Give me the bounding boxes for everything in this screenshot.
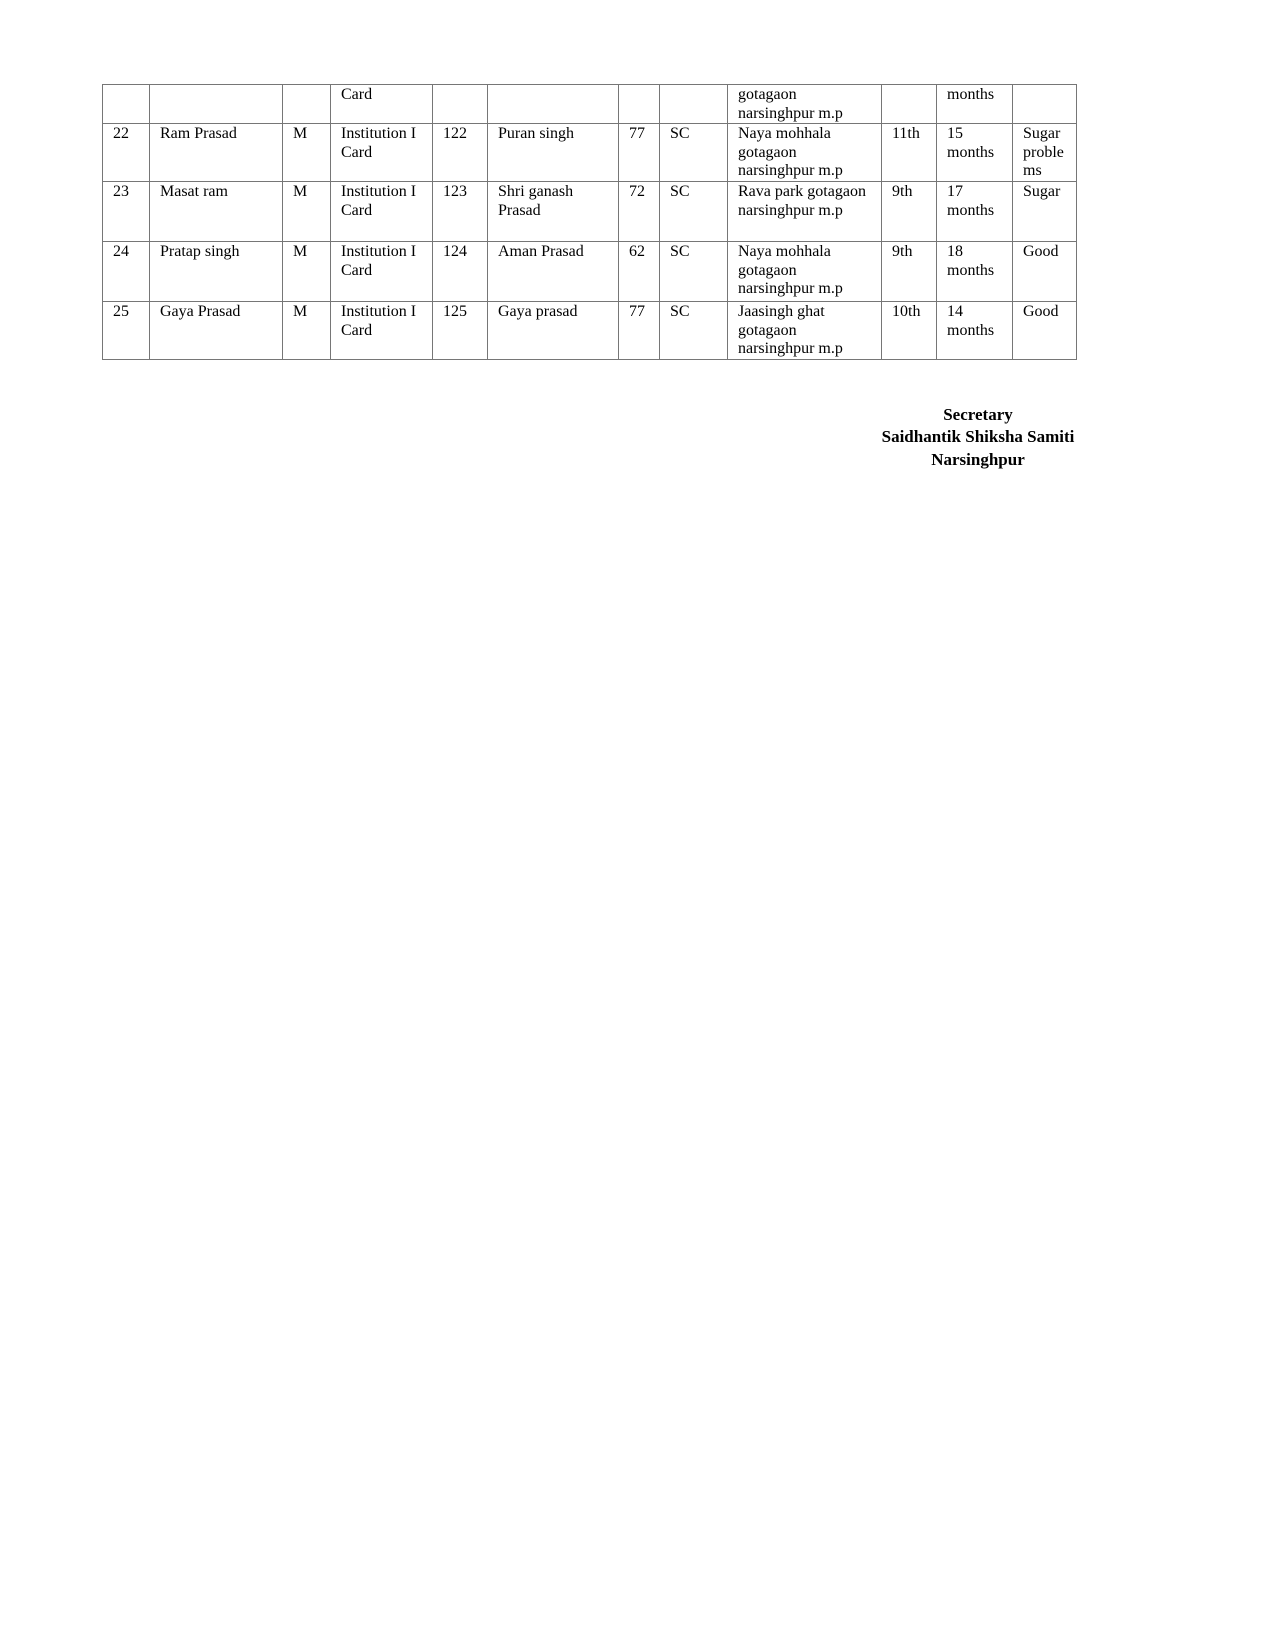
signature-location: Narsinghpur xyxy=(931,449,1025,469)
cell-sex: M xyxy=(283,302,331,360)
cell-class: 11th xyxy=(882,124,937,182)
cell-health: Good xyxy=(1013,242,1077,302)
cell-sno: 23 xyxy=(103,182,150,242)
cell-father-name: Puran singh xyxy=(488,124,619,182)
cell-caste: SC xyxy=(660,302,728,360)
cell-name: Pratap singh xyxy=(150,242,283,302)
cell-age: 62 xyxy=(619,242,660,302)
cell-caste: SC xyxy=(660,242,728,302)
cell-address: gotagaon narsinghpur m.p xyxy=(728,85,882,124)
cell-name xyxy=(150,85,283,124)
cell-duration: 17 months xyxy=(937,182,1013,242)
cell-address: Naya mohhala gotagaon narsinghpur m.p xyxy=(728,242,882,302)
cell-class: 9th xyxy=(882,182,937,242)
cell-id-no: 123 xyxy=(433,182,488,242)
cell-id-type: Institution I Card xyxy=(331,182,433,242)
cell-address: Naya mohhala gotagaon narsinghpur m.p xyxy=(728,124,882,182)
cell-caste xyxy=(660,85,728,124)
cell-sno: 22 xyxy=(103,124,150,182)
cell-id-no: 125 xyxy=(433,302,488,360)
cell-sex: M xyxy=(283,124,331,182)
cell-father-name xyxy=(488,85,619,124)
cell-health xyxy=(1013,85,1077,124)
cell-duration: 18 months xyxy=(937,242,1013,302)
cell-age: 72 xyxy=(619,182,660,242)
cell-age: 77 xyxy=(619,302,660,360)
cell-name: Gaya Prasad xyxy=(150,302,283,360)
cell-sex xyxy=(283,85,331,124)
cell-class: 9th xyxy=(882,242,937,302)
cell-health: Sugar problems xyxy=(1013,124,1077,182)
signature-title: Secretary xyxy=(943,405,1013,424)
cell-caste: SC xyxy=(660,182,728,242)
cell-sno xyxy=(103,85,150,124)
cell-duration: 14 months xyxy=(937,302,1013,360)
beneficiary-table xyxy=(102,84,1077,360)
table-row-25 xyxy=(103,302,1077,360)
cell-name: Ram Prasad xyxy=(150,124,283,182)
cell-id-no: 124 xyxy=(433,242,488,302)
table-row-23 xyxy=(103,182,1077,242)
cell-duration: months xyxy=(937,85,1013,124)
cell-address: Jaasingh ghat gotagaon narsinghpur m.p xyxy=(728,302,882,360)
cell-sno: 25 xyxy=(103,302,150,360)
cell-name: Masat ram xyxy=(150,182,283,242)
cell-father-name: Shri ganash Prasad xyxy=(488,182,619,242)
cell-id-no xyxy=(433,85,488,124)
table-row-continuation xyxy=(103,85,1077,124)
cell-age xyxy=(619,85,660,124)
cell-class: 10th xyxy=(882,302,937,360)
cell-sex: M xyxy=(283,182,331,242)
cell-father-name: Gaya prasad xyxy=(488,302,619,360)
cell-health: Sugar xyxy=(1013,182,1077,242)
cell-age: 77 xyxy=(619,124,660,182)
signature-block xyxy=(828,404,1128,471)
cell-caste: SC xyxy=(660,124,728,182)
cell-id-type: Institution I Card xyxy=(331,242,433,302)
cell-class xyxy=(882,85,937,124)
cell-id-type: Institution I Card xyxy=(331,302,433,360)
cell-id-type: Institution I Card xyxy=(331,124,433,182)
cell-duration: 15 months xyxy=(937,124,1013,182)
table-row-24 xyxy=(103,242,1077,302)
cell-address: Rava park gotagaon narsinghpur m.p xyxy=(728,182,882,242)
signature-organization: Saidhantik Shiksha Samiti xyxy=(881,427,1075,447)
table-row-22 xyxy=(103,124,1077,182)
cell-father-name: Aman Prasad xyxy=(488,242,619,302)
cell-id-no: 122 xyxy=(433,124,488,182)
cell-sno: 24 xyxy=(103,242,150,302)
cell-health: Good xyxy=(1013,302,1077,360)
cell-sex: M xyxy=(283,242,331,302)
cell-id-type: Card xyxy=(331,85,433,124)
